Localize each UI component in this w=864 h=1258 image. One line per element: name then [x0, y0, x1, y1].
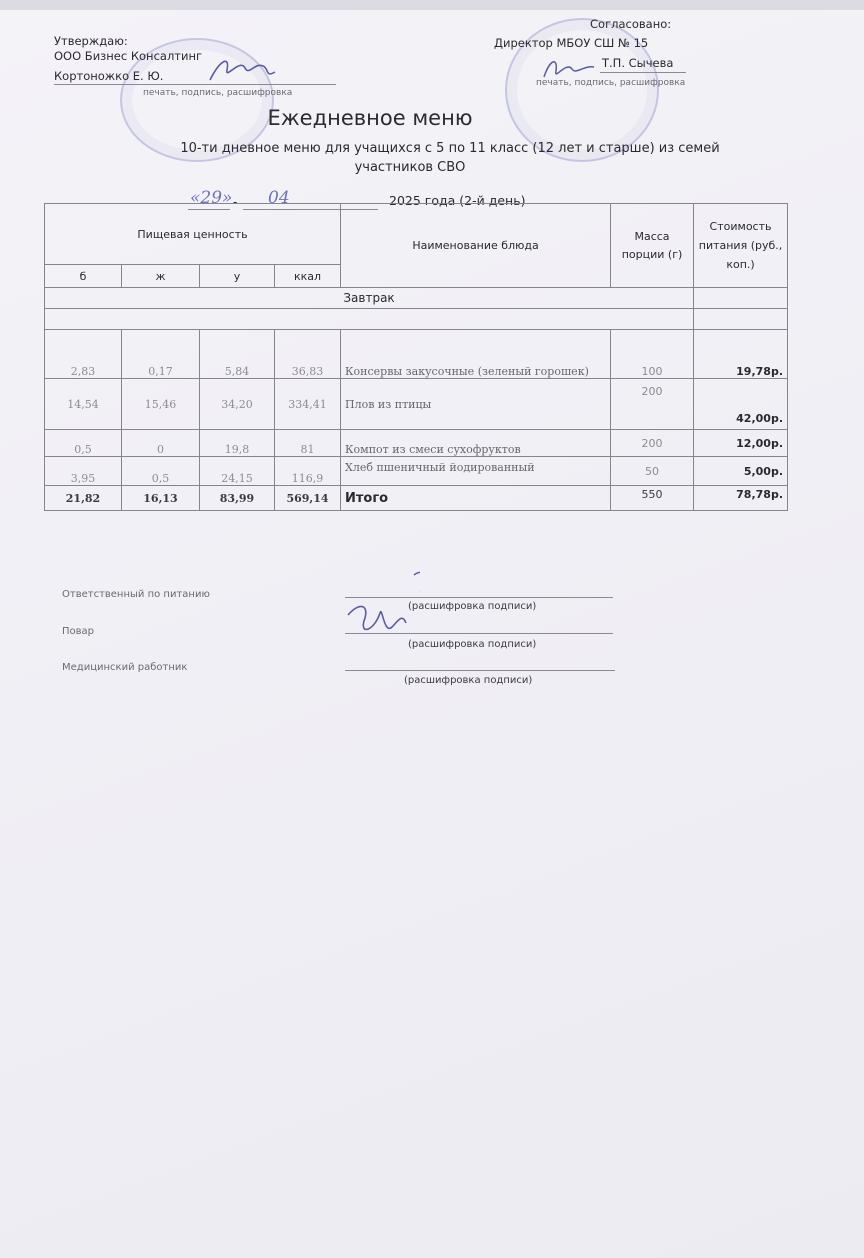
- signature-caption-responsible: (расшифровка подписи): [408, 601, 537, 612]
- menu-table: [44, 203, 788, 511]
- signature-left-icon: [205, 50, 280, 88]
- section-label: Завтрак: [45, 288, 694, 309]
- header-dish-name: Наименование блюда: [341, 204, 611, 288]
- header-kcal: ккал: [275, 265, 341, 288]
- table-row: 0,5 0 19,8 81 Компот из смеси сухофруктов 200 12,00р.: [45, 430, 788, 457]
- approve-right-person: Т.П. Сычева: [602, 56, 674, 70]
- total-label: Итого: [341, 486, 611, 511]
- dish-name: Консервы закусочные (зеленый горошек): [341, 330, 611, 379]
- header-u: у: [200, 265, 275, 288]
- top-edge-strip: [0, 0, 864, 10]
- header-b: б: [45, 265, 122, 288]
- signature-caption-medical: (расшифровка подписи): [404, 675, 533, 686]
- signature-label-responsible: Ответственный по питанию: [62, 589, 210, 600]
- table-header-row-1: [45, 204, 788, 265]
- header-cost: Стоимость питания (руб., коп.): [694, 204, 788, 288]
- approve-right-heading: Согласовано:: [590, 17, 672, 31]
- approve-right-org: Директор МБОУ СШ № 15: [494, 36, 649, 50]
- date-year-text: 2025 года (2-й день): [389, 193, 526, 208]
- signature-right-icon: [540, 55, 600, 85]
- section-row: [45, 288, 788, 309]
- signature-handwritten-icon: [340, 565, 420, 655]
- header-mass: Масса порции (г): [611, 204, 694, 288]
- table-row: 3,95 0,5 24,15 116,9 Хлеб пшеничный йодированный 50 5,00р.: [45, 457, 788, 486]
- dish-name: Компот из смеси сухофруктов: [341, 430, 611, 457]
- subtitle-line-1: 10-ти дневное меню для учащихся с 5 по 11 класс (12 лет и старше) из семей: [180, 141, 720, 156]
- signature-label-medical: Медицинский работник: [62, 662, 188, 673]
- approve-left-caption: печать, подпись, расшифровка: [143, 88, 293, 98]
- dish-name: Плов из птицы: [341, 379, 611, 430]
- approve-left-person: Кортоножко Е. Ю.: [54, 69, 164, 83]
- dish-name: Хлеб пшеничный йодированный: [341, 457, 611, 486]
- approve-right-sign-line: [600, 72, 686, 73]
- total-row: 21,82 16,13 83,99 569,14 Итого 550 78,78р.: [45, 486, 788, 511]
- date-month-handwritten: 04: [268, 188, 290, 208]
- table-row: 2,83 0,17 5,84 36,83 Консервы закусочные (зеленый горошек) 100 19,78р.: [45, 330, 788, 379]
- page-title: Ежедневное меню: [267, 106, 473, 130]
- approve-left-sign-line: [54, 84, 336, 85]
- header-zh: ж: [122, 265, 200, 288]
- header-nutrition: Пищевая ценность: [45, 204, 341, 265]
- table-row: 14,54 15,46 34,20 334,41 Плов из птицы 200 42,00р.: [45, 379, 788, 430]
- signature-line-medical: [345, 670, 615, 671]
- spacer-row: [45, 309, 788, 330]
- signature-label-cook: Повар: [62, 626, 95, 637]
- subtitle-line-2: участников СВО: [354, 160, 466, 175]
- approve-right-caption: печать, подпись, расшифровка: [536, 78, 686, 88]
- date-dash: -: [233, 195, 238, 209]
- date-day-handwritten: «29»: [190, 188, 233, 208]
- approve-left-org: ООО Бизнес Консалтинг: [54, 49, 203, 63]
- total-cost: 78,78р.: [694, 486, 788, 511]
- signature-caption-cook: (расшифровка подписи): [408, 639, 537, 650]
- approve-left-heading: Утверждаю:: [54, 34, 128, 48]
